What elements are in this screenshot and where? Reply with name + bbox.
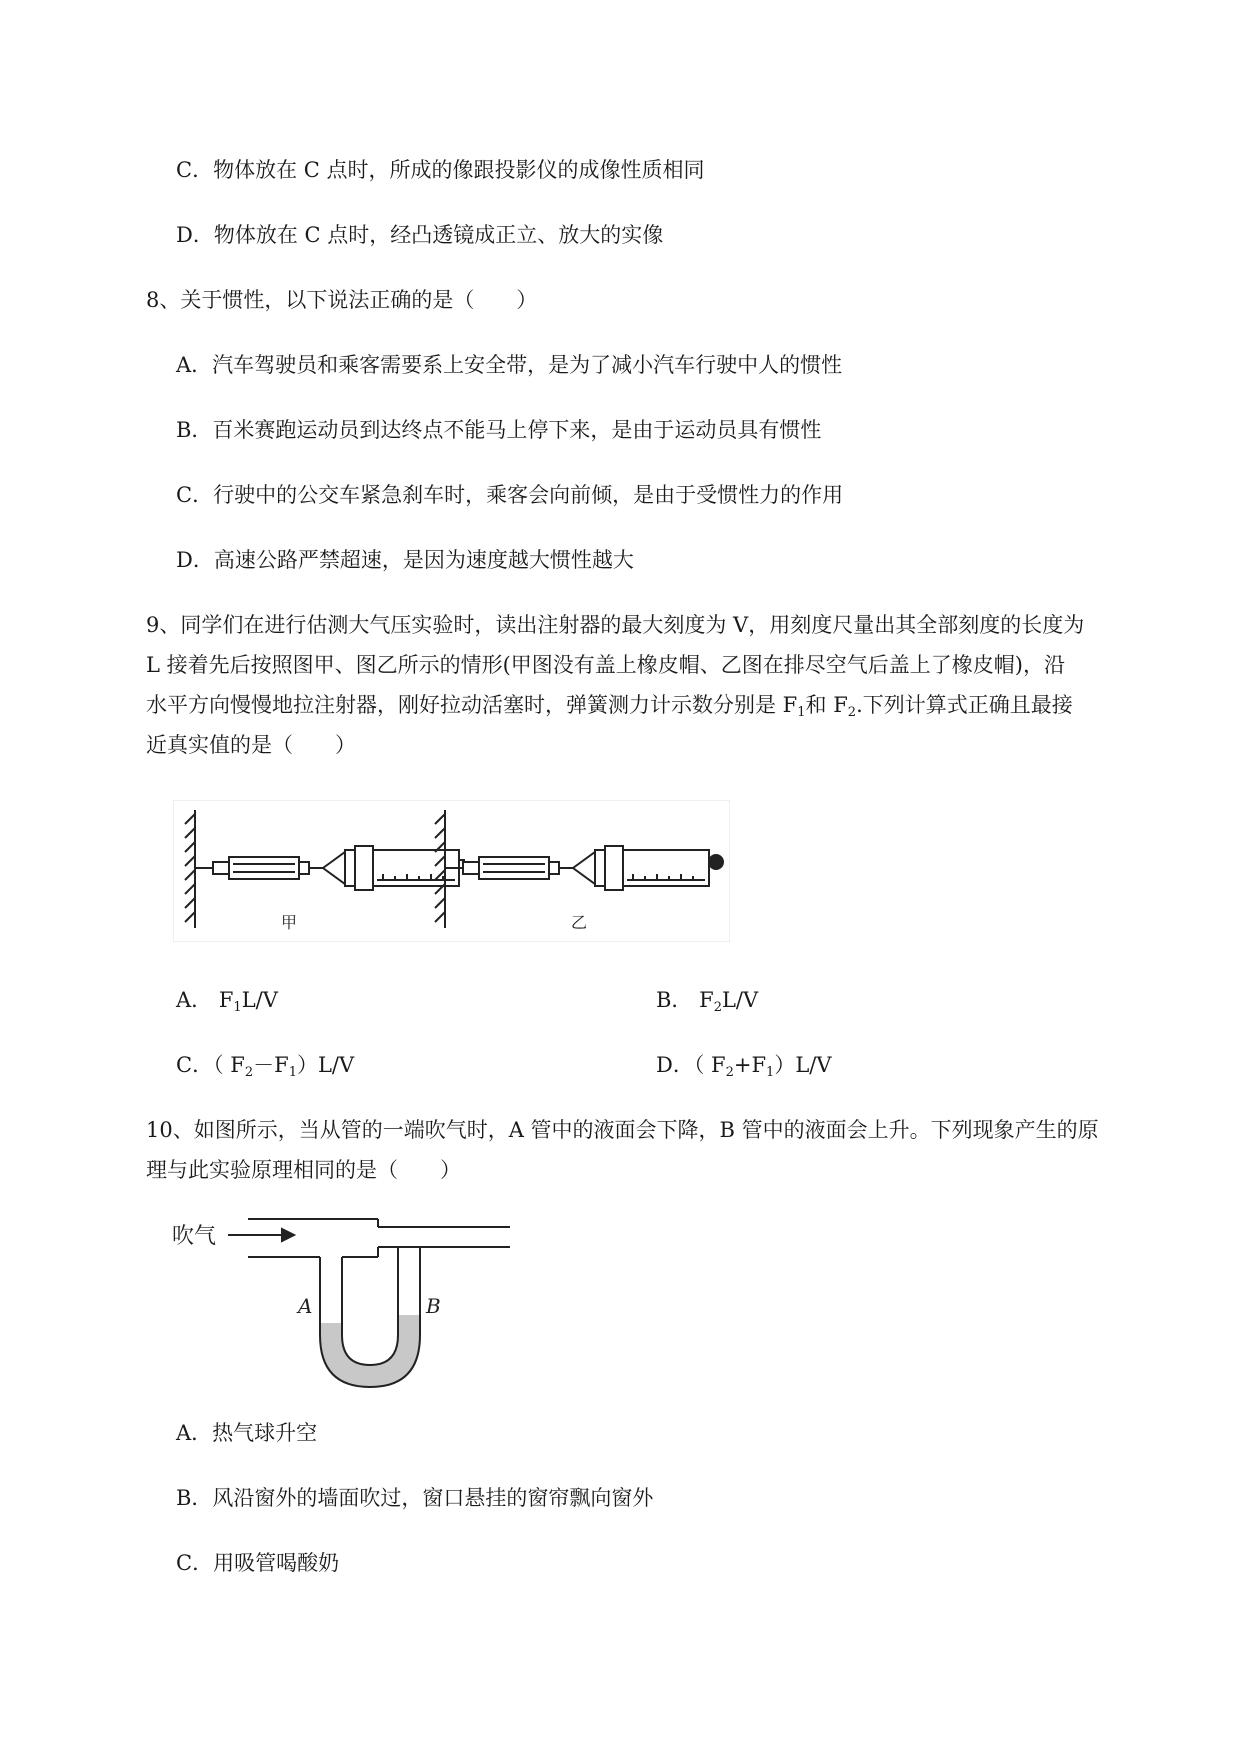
q9-stem-line-3: 水平方向慢慢地拉注射器，刚好拉动活塞时，弹簧测力计示数分别是 $F_1$和 $F_2$.下列计算式正确且最接 [146,693,1073,720]
q9-stem-line-1: 9、同学们在进行估测大气压实验时，读出注射器的最大刻度为 V，用刻度尺量出其全部刻度的长度为 [146,613,1085,637]
q10-u-tube-figure [170,1215,520,1395]
q7-option-c: C．物体放在 C 点时，所成的像跟投影仪的成像性质相同 [176,158,705,182]
q10-option-c: C．用吸管喝酸奶 [176,1551,340,1575]
fig-label-yi: 乙 [571,913,588,932]
q9-option-b: B． $F_2L/V$ [656,988,759,1015]
q10-option-b: B．风沿窗外的墙面吹过，窗口悬挂的窗帘飘向窗外 [176,1486,654,1510]
q10-stem-line-1: 10、如图所示，当从管的一端吹气时，A 管中的液面会下降，B 管中的液面会上升。下列现象产生的原 [146,1118,1099,1142]
arrow-right-icon [228,1229,294,1241]
fig-label-jia: 甲 [281,913,298,932]
q9-syringe-figure [173,800,730,942]
q8-option-b: B．百米赛跑运动员到达终点不能马上停下来，是由于运动员具有惯性 [176,418,822,442]
q9-option-d: D．（ $F_2+F_1)L/V$ [656,1053,832,1080]
blow-label: 吹气 [172,1224,217,1249]
tube-a-label: A [298,1294,313,1318]
q7-option-d: D．物体放在 C 点时，经凸透镜成正立、放大的实像 [176,223,664,247]
q8-option-a: A．汽车驾驶员和乘客需要系上安全带，是为了减小汽车行驶中人的惯性 [176,353,843,377]
q10-stem-line-2: 理与此实验原理相同的是（ ） [146,1158,461,1182]
q10-option-a: A．热气球升空 [176,1421,318,1445]
q9-stem-line-4: 近真实值的是（ ） [146,733,356,757]
q8-stem: 8、关于惯性，以下说法正确的是（ ） [146,288,538,312]
q9-stem-line-2: L 接着先后按照图甲、图乙所示的情形(甲图没有盖上橡皮帽、乙图在排尽空气后盖上了橡皮帽)，沿 [146,653,1066,677]
q9-option-c: C．（ $F_2-F_1)L/V$ [176,1053,355,1080]
q9-option-a: A． $F_1L/V$ [176,988,278,1015]
q8-option-d: D．高速公路严禁超速，是因为速度越大惯性越大 [176,548,634,572]
q8-option-c: C．行驶中的公交车紧急刹车时，乘客会向前倾，是由于受惯性力的作用 [176,483,844,507]
tube-b-label: B [426,1294,441,1318]
